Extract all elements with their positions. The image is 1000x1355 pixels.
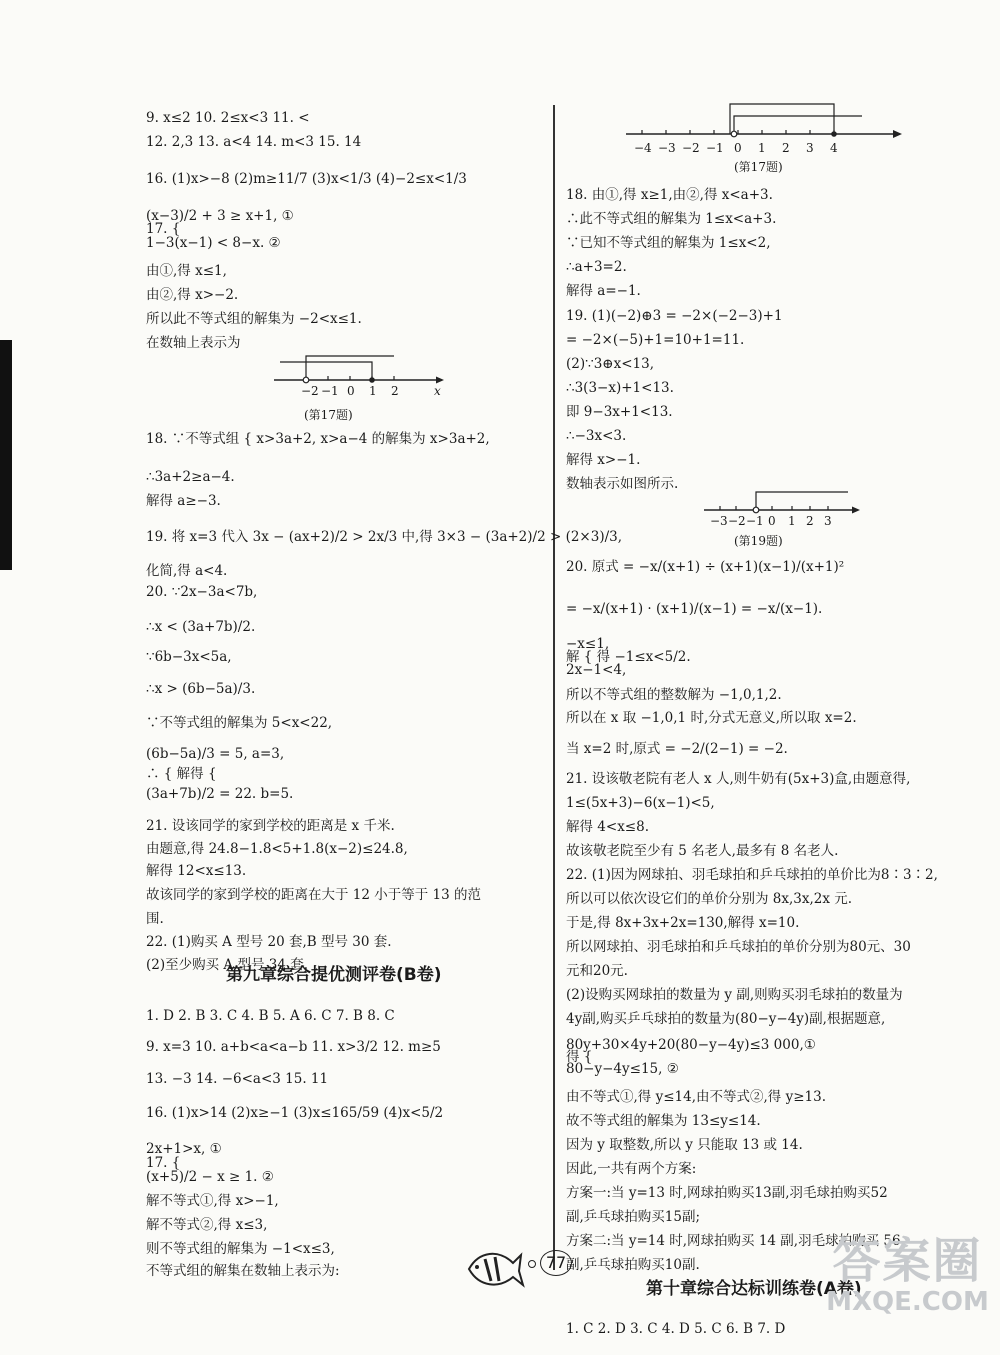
text-line: 80−y−4y≤15, ② [566, 1061, 679, 1077]
text-line: 16. (1)x>−8 (2)m≥11/7 (3)x<1/3 (4)−2≤x<1/3 [146, 171, 467, 187]
text-line: ∵已知不等式组的解集为 1≤x<2, [566, 235, 771, 251]
tick-label: −2 [728, 514, 746, 528]
tick-label: 0 [347, 384, 355, 398]
text-line: 由不等式①,得 y≤14,由不等式②,得 y≥13. [566, 1089, 826, 1105]
text-line: 所以不等式组的整数解为 −1,0,1,2. [566, 687, 782, 703]
text-line: 22. (1)购买 A 型号 20 套,B 型号 30 套. [146, 934, 392, 950]
text-line: 9. x=3 10. a+b<a<a−b 11. x>3/2 12. m≥5 [146, 1039, 441, 1055]
text-line: 解不等式①,得 x>−1, [146, 1193, 279, 1209]
text-line: 19. 将 x=3 代入 3x − (ax+2)/2 > 2x/3 中,得 3×3 − (3a+2)/2 > (2×3)/3, [146, 529, 623, 545]
text-line: 解不等式②,得 x≤3, [146, 1217, 268, 1233]
text-line: ∵6b−3x<5a, [146, 649, 232, 665]
text-line: (6b−5a)/3 = 5, a=3, [146, 746, 285, 762]
text-line: 元和20元. [566, 963, 628, 979]
text-line: ∵不等式组的解集为 5<x<22, [146, 715, 333, 731]
text-line: 18. ∵不等式组 { x>3a+2, x>a−4 的解集为 x>3a+2, [146, 431, 490, 447]
text-line: 当 x=2 时,原式 = −2/(2−1) = −2. [566, 741, 788, 757]
text-line: 18. 由①,得 x≥1,由②,得 x<a+3. [566, 187, 773, 203]
column-divider [553, 105, 555, 1270]
text-line: ∴3(3−x)+1<13. [566, 380, 674, 396]
text-line: = −2×(−5)+1=10+1=11. [566, 332, 745, 348]
page-number: 77 [540, 1250, 572, 1276]
text-line: ∴−3x<3. [566, 428, 627, 444]
text-line: 2x−1<4, [566, 662, 627, 678]
text-line: 故不等式组的解集为 13≤y≤14. [566, 1113, 761, 1129]
text-line: (x−3)/2 + 3 ≥ x+1, ① [146, 208, 294, 224]
text-line: 方案一:当 y=13 时,网球拍购买13副,羽毛球拍购买52 [566, 1185, 888, 1201]
text-line: 17. { [146, 221, 181, 237]
tick-label: −4 [634, 141, 652, 155]
text-line: 80y+30×4y+20(80−y−4y)≤3 000,① [566, 1037, 816, 1053]
text-line: 20. ∵2x−3a<7b, [146, 584, 258, 600]
text-line: 解得 12<x≤13. [146, 863, 247, 879]
text-line: 则不等式组的解集为 −1<x≤3, [146, 1241, 335, 1257]
text-line: = −x/(x+1) · (x+1)/(x−1) = −x/(x−1). [566, 601, 823, 617]
text-line: (x+5)/2 − x ≥ 1. ② [146, 1169, 274, 1185]
text-line: 因此,一共有两个方案: [566, 1161, 697, 1177]
text-line: 16. (1)x>14 (2)x≥−1 (3)x≤165/59 (4)x<5/2 [146, 1105, 444, 1121]
text-line: 所以可以依次设它们的单价分别为 8x,3x,2x 元. [566, 891, 853, 907]
text-line: 2x+1>x, ① [146, 1141, 222, 1157]
text-line: ∴a+3=2. [566, 259, 627, 275]
text-line: 20. 原式 = −x/(x+1) ÷ (x+1)(x−1)/(x+1)² [566, 559, 845, 575]
text-line: 22. (1)因为网球拍、羽毛球拍和乒乓球拍的单价比为8∶3∶2, [566, 867, 938, 883]
tick-label: −1 [706, 141, 724, 155]
tick-label: 1 [788, 514, 796, 528]
section-heading-chapter9: 第九章综合提优测评卷(B卷) [226, 965, 442, 985]
text-line: 即 9−3x+1<13. [566, 404, 673, 420]
text-line: ∴ { 解得 { [146, 766, 217, 782]
text-line: 解得 a≥−3. [146, 493, 221, 509]
tick-label: 2 [782, 141, 790, 155]
text-line: 1≤(5x+3)−6(x−1)<5, [566, 795, 715, 811]
fish-icon [465, 1247, 525, 1291]
text-line: 数轴表示如图所示. [566, 476, 679, 492]
text-line: 故该同学的家到学校的距离在大于 12 小于等于 13 的范 [146, 887, 482, 903]
text-line: 4y副,购买乒乓球拍的数量为(80−y−4y)副,根据题意, [566, 1011, 886, 1027]
text-line: 由题意,得 24.8−1.8<5+1.8(x−2)≤24.8, [146, 841, 408, 857]
section-heading-chapter10: 第十章综合达标训练卷(A卷) [646, 1279, 862, 1299]
text-line: ∴此不等式组的解集为 1≤x<a+3. [566, 211, 777, 227]
text-line: 解得 x>−1. [566, 452, 641, 468]
tick-label: 3 [806, 141, 814, 155]
text-line: 副,乒乓球拍购买10副. [566, 1257, 700, 1273]
number-line-17-left [266, 348, 456, 412]
tick-label: 3 [824, 514, 832, 528]
tick-label: −2 [682, 141, 700, 155]
tick-label: −1 [746, 514, 764, 528]
text-line: 解 { 得 −1≤x<5/2. [566, 649, 691, 665]
tick-label: 0 [768, 514, 776, 528]
text-line: 所以此不等式组的解集为 −2<x≤1. [146, 311, 362, 327]
text-line: ∴x > (6b−5a)/3. [146, 681, 256, 697]
text-line: 12. 2,3 13. a<4 14. m<3 15. 14 [146, 134, 362, 150]
figure-caption: (第17题) [304, 408, 353, 422]
text-line: 围. [146, 911, 164, 927]
text-line: 解得 4<x≤8. [566, 819, 649, 835]
tick-label: 2 [391, 384, 399, 398]
text-line: 所以网球拍、羽毛球拍和乒乓球拍的单价分别为80元、30 [566, 939, 911, 955]
text-line: 由②,得 x>−2. [146, 287, 239, 303]
binding-shadow [0, 340, 12, 570]
text-line: 1−3(x−1) < 8−x. ② [146, 235, 281, 251]
tick-label: −2 [301, 384, 319, 398]
text-line: ∴3a+2≥a−4. [146, 469, 235, 485]
text-line: 9. x≤2 10. 2≤x<3 11. < [146, 110, 310, 126]
text-line: ∴x < (3a+7b)/2. [146, 619, 256, 635]
tick-label: 1 [369, 384, 377, 398]
tick-label: −3 [658, 141, 676, 155]
text-line: (3a+7b)/2 = 22. b=5. [146, 786, 294, 802]
watermark-logo: 答案圈 [832, 1233, 983, 1289]
text-line: 21. 设该敬老院有老人 x 人,则牛奶有(5x+3)盒,由题意得, [566, 771, 911, 787]
text-line: (2)设购买网球拍的数量为 y 副,则购买羽毛球拍的数量为 [566, 987, 903, 1003]
tick-label: 4 [830, 141, 838, 155]
page-dot [528, 1260, 536, 1268]
figure-caption: (第17题) [734, 160, 783, 174]
text-line: (2)至少购买 A 型号 34 套. [146, 957, 309, 973]
text-line: −x≤1, [566, 636, 610, 652]
figure-caption: (第19题) [734, 534, 783, 548]
text-line: 1. C 2. D 3. C 4. D 5. C 6. B 7. D [566, 1321, 786, 1337]
text-line: 故该敬老院至少有 5 名老人,最多有 8 名老人. [566, 843, 839, 859]
text-line: 19. (1)(−2)⊕3 = −2×(−2−3)+1 [566, 308, 783, 324]
text-line: 所以在 x 取 −1,0,1 时,分式无意义,所以取 x=2. [566, 710, 857, 726]
text-line: 在数轴上表示为 [146, 335, 241, 351]
text-line: 因为 y 取整数,所以 y 只能取 13 或 14. [566, 1137, 803, 1153]
text-line: 17. { [146, 1155, 181, 1171]
text-line: 化简,得 a<4. [146, 563, 228, 579]
text-line: 解得 a=−1. [566, 283, 641, 299]
text-line: 于是,得 8x+3x+2x=130,解得 x=10. [566, 915, 800, 931]
tick-label: −1 [321, 384, 339, 398]
text-line: 1. D 2. B 3. C 4. B 5. A 6. C 7. B 8. C [146, 1008, 395, 1024]
number-line-19 [700, 488, 870, 534]
text-line: 13. −3 14. −6<a<3 15. 11 [146, 1071, 329, 1087]
number-line-17-right [622, 100, 912, 166]
tick-label: 1 [758, 141, 766, 155]
tick-label: 0 [734, 141, 742, 155]
text-line: 由①,得 x≤1, [146, 263, 227, 279]
watermark [820, 1222, 995, 1350]
watermark-url: MXQE.COM [826, 1287, 989, 1317]
text-line: 21. 设该同学的家到学校的距离是 x 千米. [146, 818, 395, 834]
axis-variable: x [434, 384, 441, 398]
text-line: 得 { [566, 1049, 593, 1065]
tick-label: −3 [710, 514, 728, 528]
text-line: (2)∵3⊕x<13, [566, 356, 655, 372]
text-line: 不等式组的解集在数轴上表示为: [146, 1263, 340, 1279]
text-line: 副,乒乓球拍购买15副; [566, 1209, 701, 1225]
text-line: 方案二:当 y=14 时,网球拍购买 14 副,羽毛球拍购买 56 [566, 1233, 901, 1249]
tick-label: 2 [806, 514, 814, 528]
